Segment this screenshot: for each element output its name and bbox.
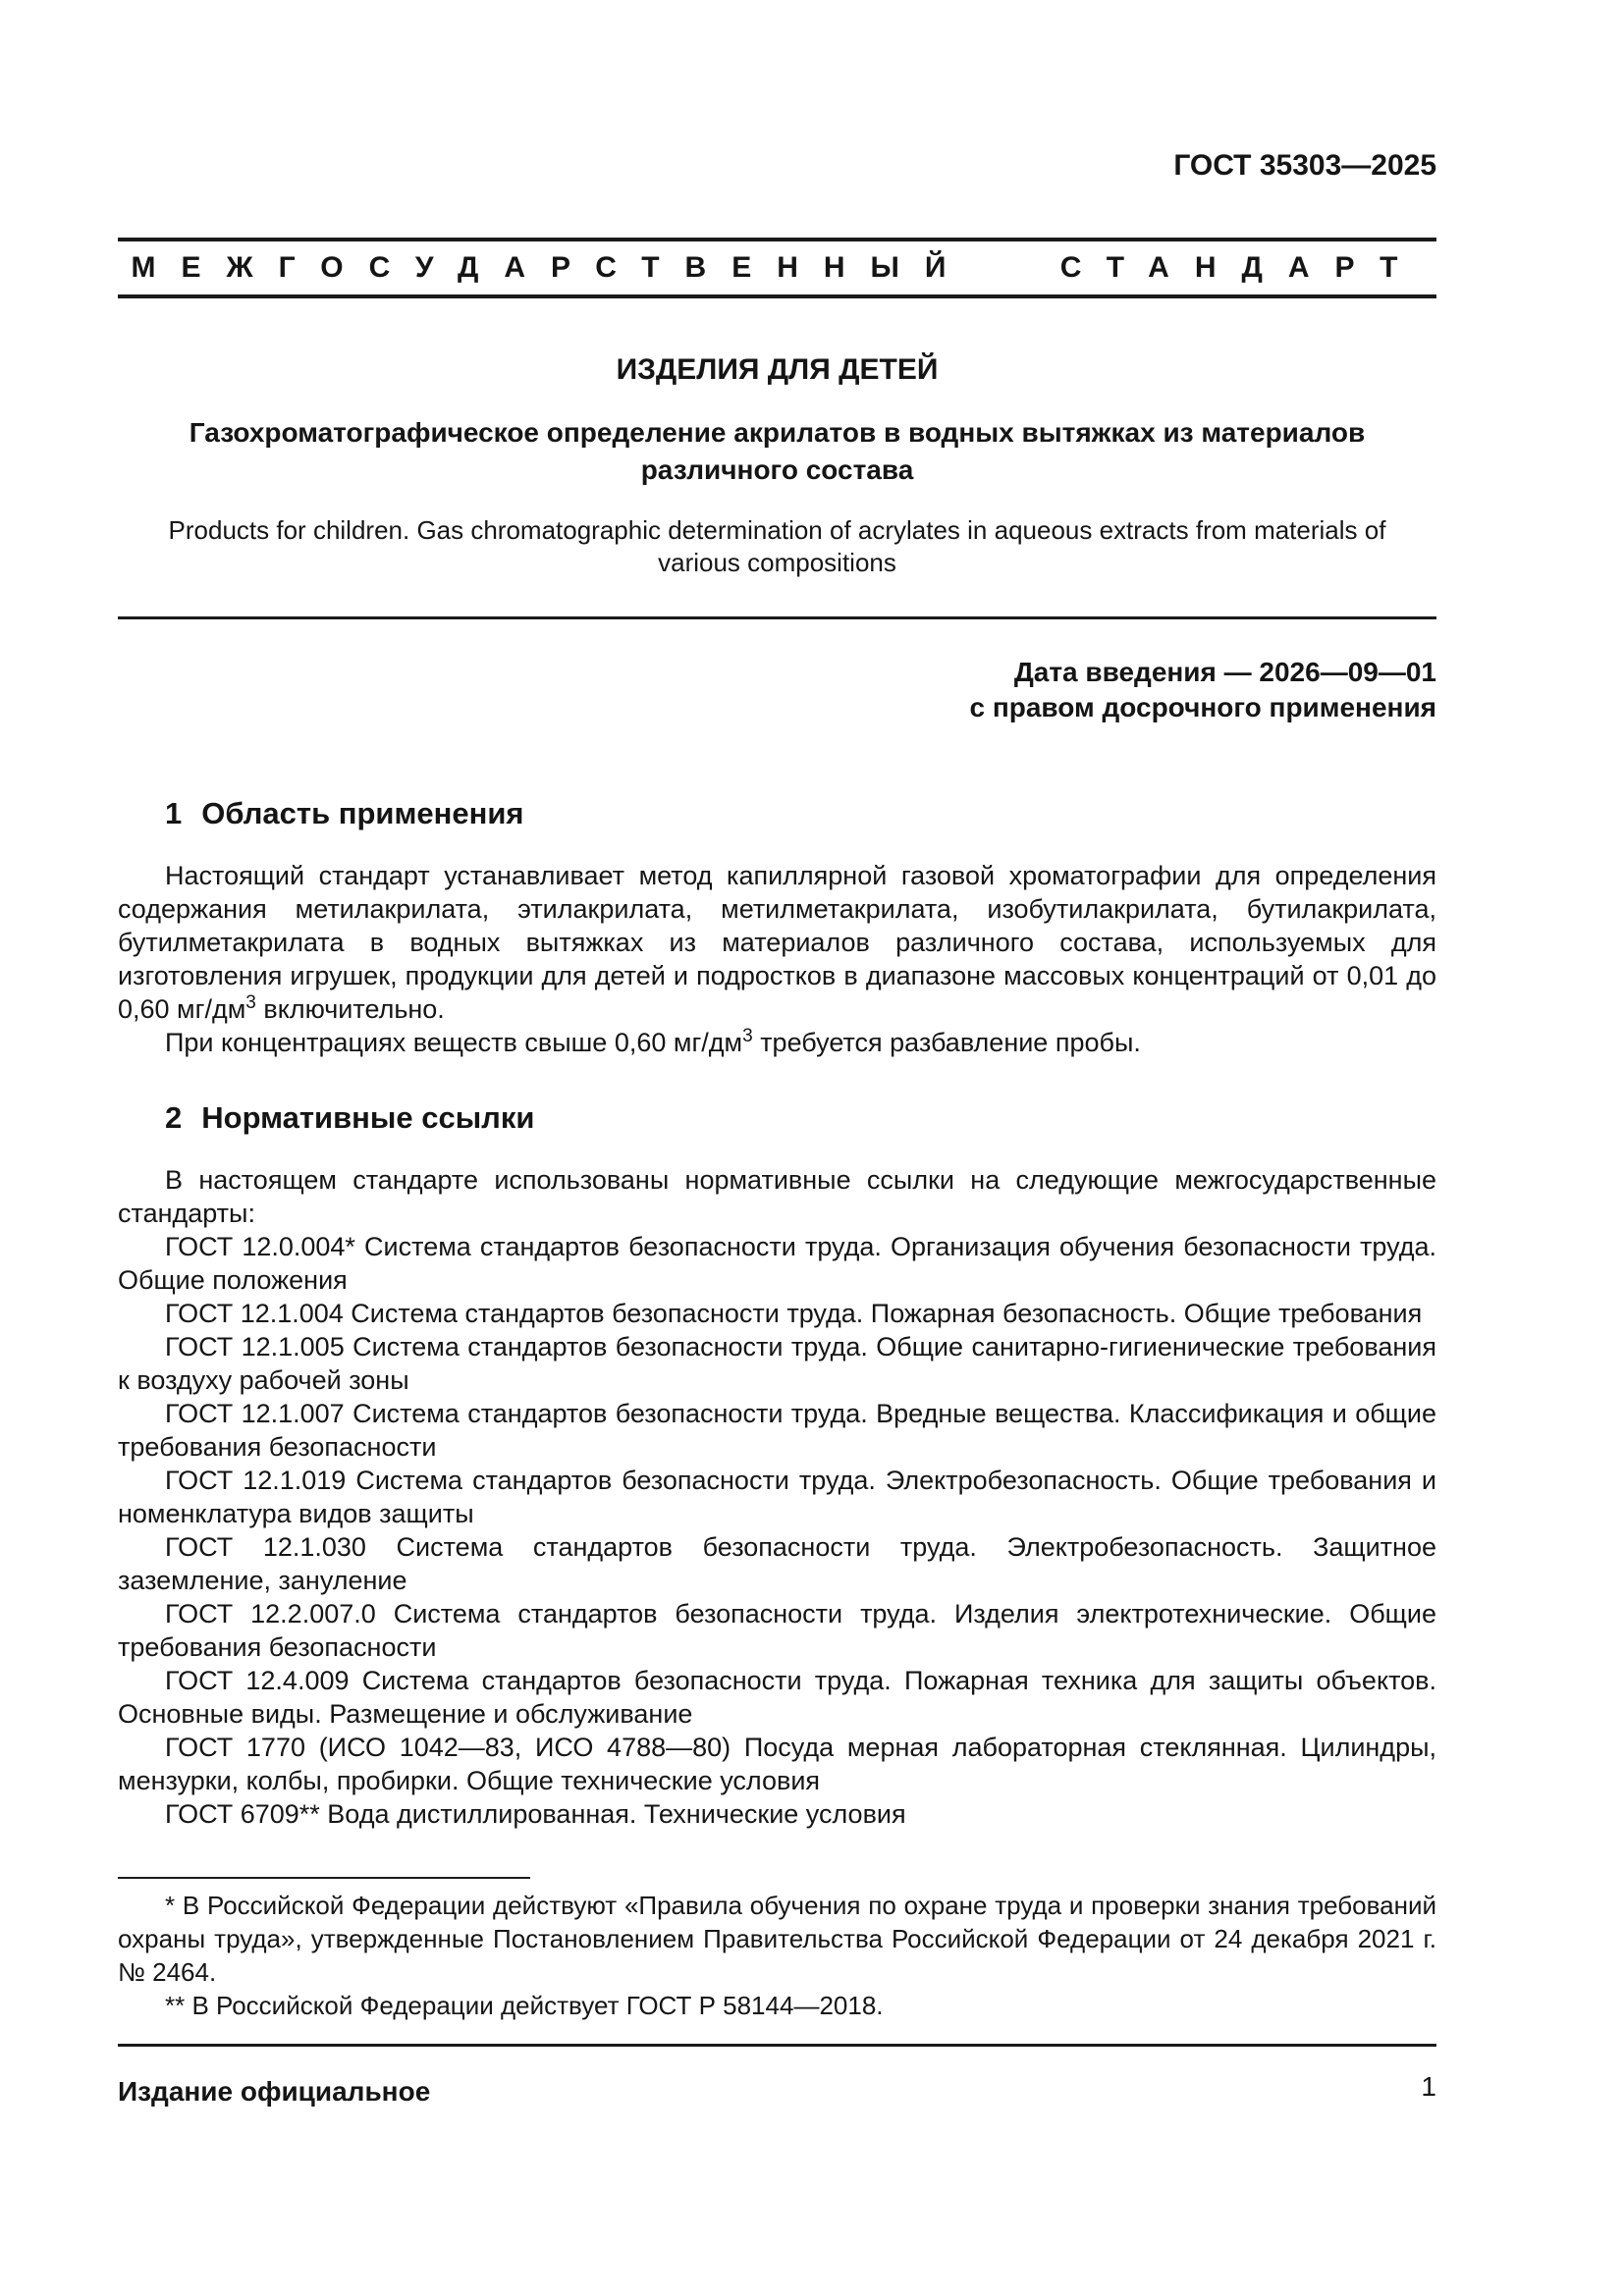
reference-item: ГОСТ 12.1.019 Система стандартов безопасности труда. Электробезопасность. Общие требования и номенклатура видов защиты [118,1466,1436,1528]
title-separator-rule [118,616,1436,619]
document-subtitle: Газохроматографическое определение акрилатов в водных вытяжках из материалов различного состава [189,417,1366,485]
scope-paragraph-1-text: Настоящий стандарт устанавливает метод капиллярной газовой хроматографии для определения содержания метилакрилата, этилакрилата, метилметакрилата, изобутилакрилата, бутилакрилата, бутилметакрилата в водных вытяжках из материалов различного состава, используемых для изготовления игрушек, продукции для детей и подростков в диапазоне массовых концентраций от 0,01 до 0,60 мг/дм [118,861,1436,1024]
scope-paragraph-1-tail: включительно. [255,994,445,1024]
footer-rule [118,2044,1436,2047]
scope-paragraph-2 [118,1026,1436,1059]
footnote-separator-rule [118,1877,530,1879]
scope-paragraph-2-text: При концентрациях веществ свыше 0,60 мг/дм [165,1028,743,1057]
document-subtitle-english: Products for children. Gas chromatographic determination of acrylates in aqueous extracts from materials of various compositions [168,515,1386,577]
early-application-line: с правом досрочного применения [969,692,1436,722]
document-content [118,147,1436,1831]
introduction-date-line: Дата введения — 2026—09—01 [1013,657,1436,687]
section-2-title: Нормативные ссылки [201,1100,535,1135]
reference-item: ГОСТ 1770 (ИСО 1042—83, ИСО 4788—80) Посуда мерная лабораторная стеклянная. Цилиндры, мензурки, колбы, пробирки. Общие технические условия [118,1733,1436,1795]
section-1-number: 1 [165,796,183,830]
introduction-date-block [118,655,1436,725]
doc-number: ГОСТ 35303—2025 [1173,149,1436,182]
reference-item: ГОСТ 12.0.004* Система стандартов безопасности труда. Организация обучения безопасности труда. Общие положения [118,1232,1436,1295]
reference-item: ГОСТ 12.1.007 Система стандартов безопасности труда. Вредные вещества. Классификация и общие требования безопасности [118,1399,1436,1462]
section-2-heading [165,1098,1436,1138]
reference-item: ГОСТ 12.1.004 Система стандартов безопасности труда. Пожарная безопасность. Общие требования [165,1299,1423,1328]
reference-item: ГОСТ 12.2.007.0 Система стандартов безопасности труда. Изделия электротехнические. Общие требования безопасности [118,1599,1436,1662]
section-2-number: 2 [165,1100,183,1135]
page-footer [118,1877,1436,2296]
scope-paragraph-1 [118,859,1436,1026]
superscript-exponent: 3 [742,1026,753,1046]
footnote-item: * В Российской Федерации действуют «Правила обучения по охране труда и проверки знания требований охраны труда», утвержденные Постановлением Правительства Российской Федерации от 24 декабря 2021 г. № 2464. [118,1891,1436,1987]
edition-note: Издание официальное [118,2076,431,2107]
standard-type-banner: МЕЖГОСУДАРСТВЕННЫЙ СТАНДАРТ [131,251,1424,284]
page-number: 1 [1421,2071,1436,2102]
document-title: ИЗДЕЛИЯ ДЛЯ ДЕТЕЙ [616,353,939,386]
reference-item: ГОСТ 12.1.030 Система стандартов безопасности труда. Электробезопасность. Защитное заземление, зануление [118,1532,1436,1595]
reference-item: ГОСТ 6709** Вода дистиллированная. Технические условия [165,1799,906,1829]
reference-item: ГОСТ 12.1.005 Система стандартов безопасности труда. Общие санитарно-гигиенические требования к воздуху рабочей зоны [118,1332,1436,1395]
scope-paragraph-2-tail: требуется разбавление пробы. [752,1028,1141,1057]
reference-item: ГОСТ 12.4.009 Система стандартов безопасности труда. Пожарная техника для защиты объектов. Основные виды. Размещение и обслуживание [118,1666,1436,1729]
references-intro: В настоящем стандарте использованы нормативные ссылки на следующие межгосударственные стандарты: [118,1165,1436,1228]
section-1-title: Область применения [201,796,524,830]
footnote-item: ** В Российской Федерации действует ГОСТ Р 58144—2018. [165,1991,884,2020]
header-rule-bottom [118,294,1436,298]
section-1-heading [165,794,1436,833]
superscript-exponent: 3 [245,992,256,1013]
